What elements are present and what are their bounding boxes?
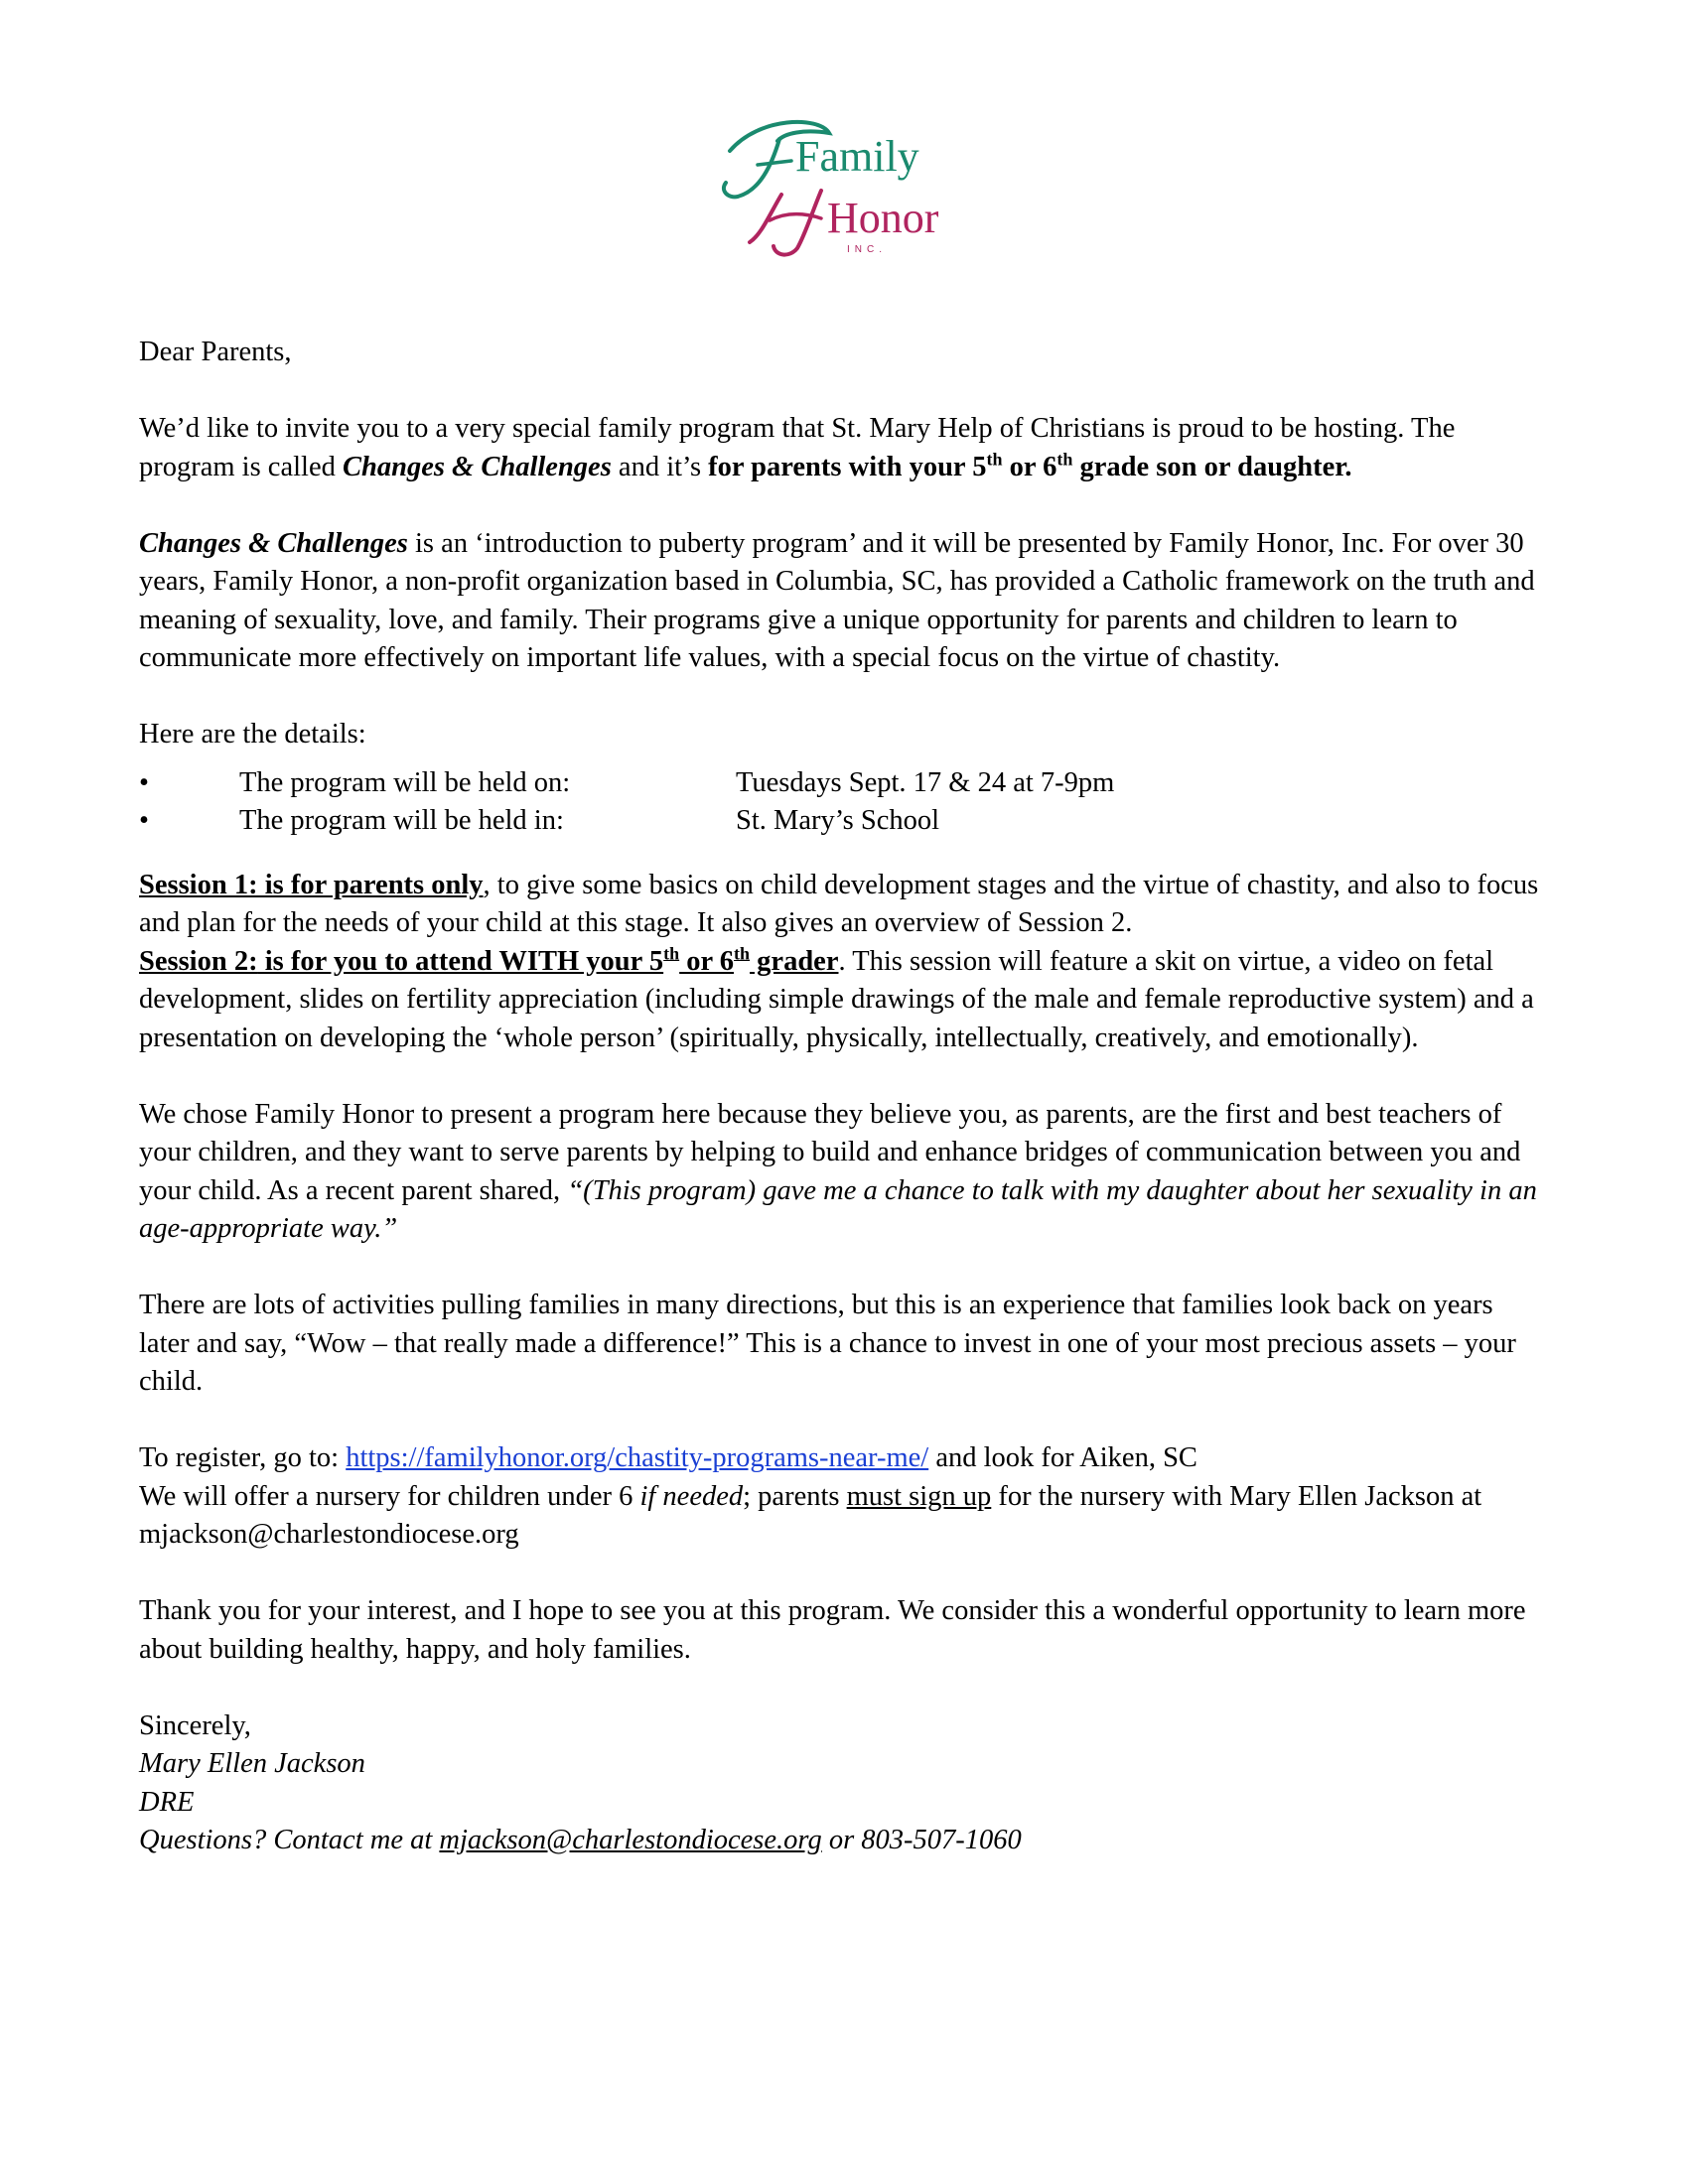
detail-row-location [139,802,1549,841]
nursery-line [139,1478,1549,1555]
session-1-text: , to give some basics on child development stages and the virtue of chastity, and also to focus and plan for the needs of your child at this stage. It also gives an overview of Session 2. [139,869,1539,938]
detail-label: The program will be held on: [239,766,571,798]
contact-text: Questions? Contact me at [139,1825,440,1855]
register-text: To register, go to: [139,1442,347,1473]
ordinal-sup-2: th [1056,449,1073,469]
contact-line [139,1822,1549,1860]
paragraph-invitation [139,410,1549,486]
nursery-if-needed: if needed [639,1480,744,1512]
detail-row-date [139,764,1549,803]
letter-body [139,334,1549,1860]
register-text-2: and look for Aiken, SC [928,1442,1197,1473]
paragraph-thanks: Thank you for your interest, and I hope to see you at this program. We consider this a wonderful opportunity to learn more about building healthy, happy, and holy families. [139,1595,1526,1665]
salutation: Dear Parents, [139,337,292,367]
bullet: • [139,766,149,798]
nursery-text: We will offer a nursery for children under 6 [139,1480,640,1512]
detail-value: St. Mary’s School [736,805,940,836]
logo-mark-icon [710,111,968,260]
audience-text: for parents with your 5 [708,451,987,482]
logo-honor-text: Honor [827,194,939,242]
logo-family-text: Family [795,132,919,181]
ordinal-sup-4: th [734,943,751,963]
session-2-heading: Session 2: [139,945,258,977]
program-title-2: Changes & Challenges [139,527,408,559]
ordinal-sup: th [986,449,1003,469]
parent-quote: “(This program) gave me a chance to talk with my daughter about her sexuality in an age-appropriate way.” [139,1174,1537,1244]
paragraph-activities: There are lots of activities pulling families in many directions, but this is an experience that families look back on years later and say, “Wow – that really made a difference!” This is a chance to invest in one of your most precious assets – your child. [139,1290,1516,1397]
contact-text-2: or 803-507-1060 [821,1825,1022,1855]
session-2-heading-d: grader [750,945,839,977]
detail-value: Tuesdays Sept. 17 & 24 at 7-9pm [736,766,1115,798]
contact-email-link[interactable]: mjackson@charlestondiocese.org [439,1825,822,1855]
audience-text-2: or 6 [1002,451,1057,482]
register-line [139,1439,1549,1478]
closing: Sincerely, [139,1709,251,1741]
signature-name: Mary Ellen Jackson [139,1748,365,1779]
details-intro: Here are the details: [139,719,366,750]
register-link[interactable]: https://familyhonor.org/chastity-programs-near-me/ [346,1442,929,1473]
signature-title: DRE [139,1786,195,1818]
audience-text-3: grade son or daughter. [1072,451,1352,482]
family-honor-logo [710,111,968,260]
logo-inc-text: INC. [847,244,887,255]
ordinal-sup-3: th [663,943,680,963]
nursery-must-sign-up: must sign up [846,1480,992,1512]
nursery-text-3: for the nursery with Mary Ellen Jackson at mjackson@charlestondiocese.org [139,1480,1482,1550]
invitation-text: We’d like to invite you to a very special family program that St. Mary Help of Christians is proud to be hosting. The program is called [139,413,1456,482]
nursery-text-2: ; parents [743,1480,847,1512]
session-2-heading-b: is for you to attend WITH your 5 [257,945,664,977]
program-title: Changes & Challenges [342,451,612,482]
paragraph-about [139,525,1549,678]
invitation-text-2: and it’s [611,451,709,482]
about-text: is an ‘introduction to puberty program’ and it will be presented by Family Honor, Inc. For over 30 years, Family Honor, a non-profit organization based in Columbia, SC, has provided a Catholic framework on the truth and meaning of sexuality, love, and family. Their programs give a unique opportunity for parents and children to learn to communicate more effectively on important life values, with a special focus on the virtue of chastity. [139,527,1535,673]
detail-label: The program will be held in: [239,805,564,836]
paragraph-why [139,1096,1549,1249]
session-2-text: . This session will feature a skit on virtue, a video on fetal development, slides on fertility appreciation (including simple drawings of the male and female reproductive system) and a presentation on developing the ‘whole person’ (spiritually, physically, intellectually, creatively, and emotionally). [139,945,1534,1053]
why-text: We chose Family Honor to present a program here because they believe you, as parents, are the first and best teachers of your children, and they want to serve parents by helping to build and enhance bridges of communication between you and your child. As a recent parent shared, [139,1098,1521,1206]
bullet: • [139,805,149,836]
session-1 [139,867,1549,943]
session-1-heading: Session 1: is for parents only [139,869,484,900]
session-2-heading-c: or 6 [679,945,735,977]
session-2 [139,943,1549,1058]
